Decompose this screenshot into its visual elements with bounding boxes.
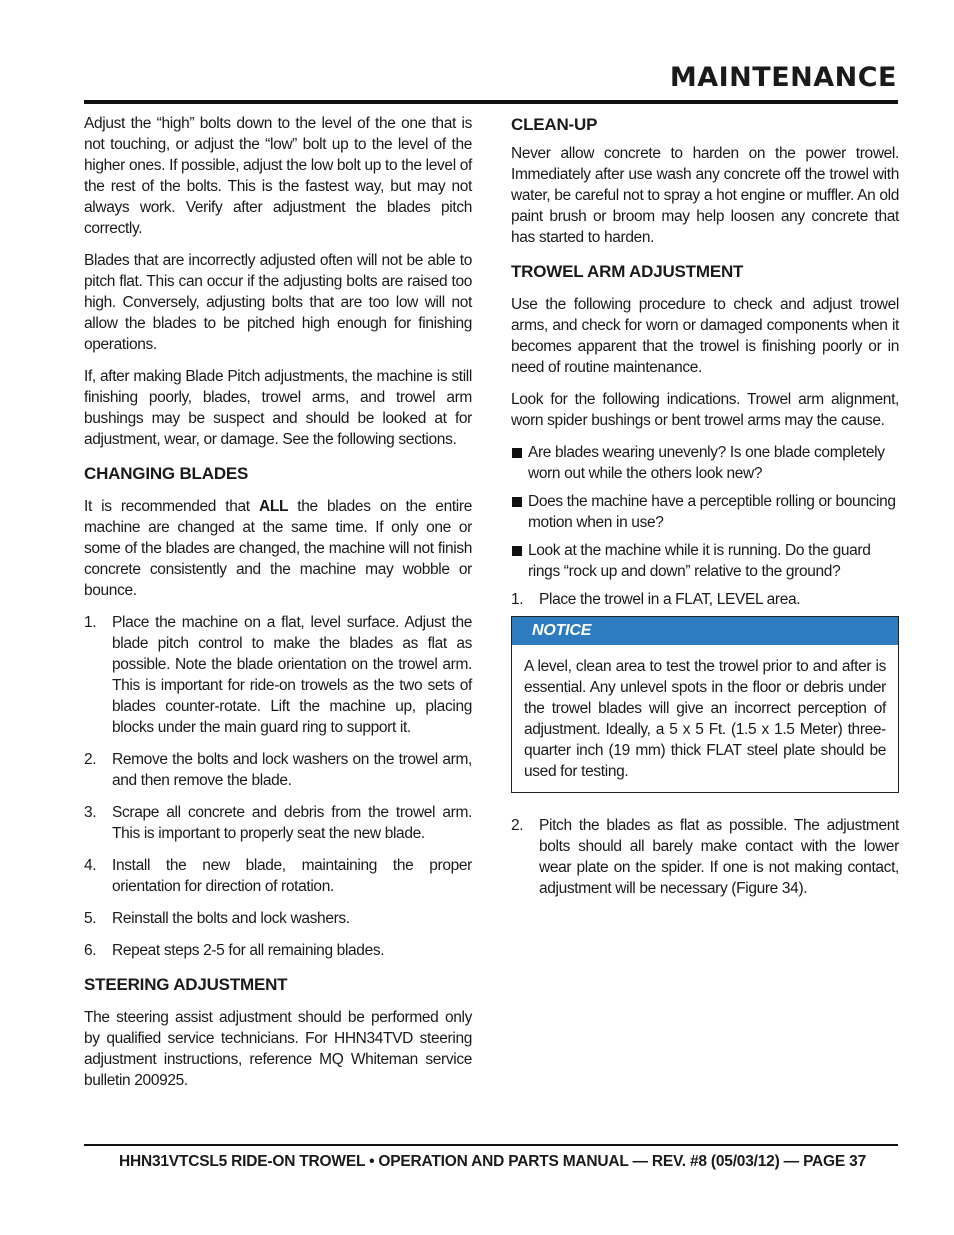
intro-paragraph: If, after making Blade Pitch adjustments, the machine is still finishing poorly, blades, trowel arms, and trowel arm bushings may be suspect and should be looked at for adjustment, wear, or damage. See the following sections. [84,368,472,448]
footer-rule [84,1144,898,1146]
cleanup-paragraph: Never allow concrete to harden on the power trowel. Immediately after use wash any concrete off the trowel with water, be careful not to spray a hot engine or muffler. An old paint brush or broom may help loosen any concrete that has started to harden. [511,145,899,246]
left-column [84,113,472,1102]
right-column [511,113,899,910]
section-heading-steering: STEERING ADJUSTMENT [84,975,288,994]
indication-list [511,442,899,582]
list-item: Look at the machine while it is running. Do the guard rings “rock up and down” relative to the ground? [511,540,899,582]
square-bullet-icon [512,448,522,458]
page-footer: HHN31VTCSL5 RIDE-ON TROWEL • OPERATION AND PARTS MANUAL — REV. #8 (05/03/12) — PAGE 37 [118,1153,866,1170]
section-heading-changing-blades: CHANGING BLADES [84,464,249,483]
trowel-arm-steps [511,589,899,610]
notice-label: NOTICE [512,617,898,645]
emphasis-all: ALL [258,498,289,515]
trowel-arm-paragraph: Look for the following indications. Trowel arm alignment, worn spider bushings or bent trowel arms may the cause. [511,391,899,429]
step-item: 2. Remove the bolts and lock washers on the trowel arm, and then remove the blade. [84,751,472,789]
list-item: Does the machine have a perceptible rolling or bouncing motion when in use? [511,491,899,533]
page-section-title: MAINTENANCE [669,62,897,93]
notice-box [511,616,899,793]
trowel-arm-steps-continued [511,815,899,899]
step-item: 6. Repeat steps 2-5 for all remaining blades. [84,942,385,959]
step-item: 1. Place the trowel in a FLAT, LEVEL area. [511,591,801,608]
step-item: 2. Pitch the blades as flat as possible. The adjustment bolts should all barely make contact with the lower wear plate on the spider. If one is not making contact, adjustment will be necessary (Figure 34). [511,817,899,897]
intro-paragraph: Adjust the “high” bolts down to the level of the one that is not touching, or adjust the “low” bolt up to the level of the higher ones. If possible, adjust the low bolt up to the level of the rest of the bolts. This is the fastest way, but may not always work. Verify after adjustment the blades pitch correctly. [84,115,472,237]
step-item: 1. Place the machine on a flat, level surface. Adjust the blade pitch control to make the blades as flat as possible. Note the blade orientation on the trowel arm. This is important for ride-on trowels as the two sets of blades counter-rotate. Lift the machine up, placing blocks under the main guard ring to support it. [84,614,472,736]
steering-paragraph: The steering assist adjustment should be performed only by qualified service technicians. For HHN34TVD steering adjustment instructions, reference MQ Whiteman service bulletin 200925. [84,1009,472,1089]
changing-blades-paragraph: It is recommended that ALL the blades on the entire machine are changed at the same time. If only one or some of the blades are changed, the machine will not finish concrete consistently and the machine may wobble or bounce. [84,498,472,599]
square-bullet-icon [512,497,522,507]
header-rule [84,100,898,104]
step-item: 3. Scrape all concrete and debris from the trowel arm. This is important to properly seat the new blade. [84,804,472,842]
changing-blades-steps [84,612,472,961]
intro-paragraph: Blades that are incorrectly adjusted often will not be able to pitch flat. This can occur if the adjusting bolts are raised too high. Conversely, adjusting bolts that are too low will not allow the blades to be pitched high enough for finishing operations. [84,252,472,353]
section-heading-cleanup: CLEAN-UP [511,115,598,134]
step-item: 5. Reinstall the bolts and lock washers. [84,910,350,927]
notice-text: A level, clean area to test the trowel prior to and after is essential. Any unlevel spots in the floor or debris under the trowel blades will give an incorrect perception of adjustment. Ideally, a 5 x 5 Ft. (1.5 x 1.5 Meter) three-quarter inch (19 mm) thick FLAT steel plate should be used for testing. [524,658,886,780]
list-item: Are blades wearing unevenly? Is one blade completely worn out while the others look new? [511,442,899,484]
section-heading-trowel-arm: TROWEL ARM ADJUSTMENT [511,262,744,281]
square-bullet-icon [512,546,522,556]
step-item: 4. Install the new blade, maintaining the proper orientation for direction of rotation. [84,857,472,895]
trowel-arm-paragraph: Use the following procedure to check and adjust trowel arms, and check for worn or damaged components when it becomes apparent that the trowel is finishing poorly or in need of routine maintenance. [511,296,899,376]
